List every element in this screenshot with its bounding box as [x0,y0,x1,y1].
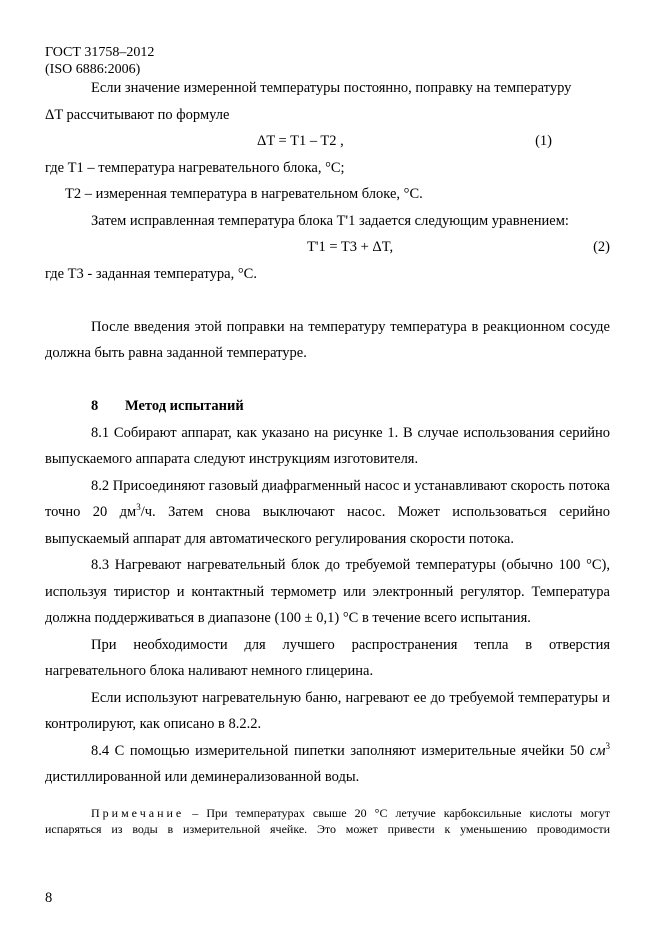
paragraph-correction-formula-intro: ΔT рассчитывают по формуле [45,106,230,123]
paragraph-heating-bath: Если используют нагревательную баню, нагревают ее до требуемой температуры и контролируют, как описано в 8.2.2. [45,689,610,732]
note-label: Примечание [91,805,185,820]
paragraph-8-3: 8.3 Нагревают нагревательный блок до требуемой температуры (обычно 100 °C), используя тиристор и контактный термометр или электронный регулятор. Температура должна поддерживаться в диапазоне (100 ± 0,1) °C в течение всего испытания. [45,557,610,626]
paragraph-corrected-temperature: Затем исправленная температура блока T'1 задается следующим уравнением: [91,212,569,229]
note-text: – При температурах свыше 20 °C летучие карбоксильные кислоты могут испаряться из воды в измерительной ячейке. Это может привести к уменьшению проводимости [45,805,610,836]
paragraph-8-2-part1: 8.2 Присоединяют газовый диафрагменный насос и устанавливают скорость потока точно 20 дм [45,477,610,520]
paragraph-8-2-part2: /ч. Затем снова выключают насос. Может использоваться серийно выпускаемый аппарат для автоматического регулирования скорости потока. [45,504,610,547]
section-number: 8 [91,398,99,414]
formula-1-number: (1) [535,133,552,149]
paragraph-8-4-part2: дистиллированной или деминерализованной воды. [45,769,360,785]
section-title: Метод испытаний [125,398,244,414]
unit-cm: см [589,742,606,759]
document-header [45,44,154,78]
formula-1-expression: ΔT = T1 – T2 , [257,133,344,149]
document-body [45,75,610,837]
formula-2-expression: T'1 = T3 + ΔT, [307,239,394,255]
formula-1 [45,128,610,155]
paragraph-8-4 [45,738,610,791]
superscript-3: 3 [605,740,610,751]
definition-t1: где T1 – температура нагревательного блока, °C; [45,159,345,176]
paragraph-glycerin: При необходимости для лучшего распространения тепла в отверстия нагревательного блока наливают немного глицерина. [45,636,610,679]
formula-2 [45,234,610,261]
definition-t2: T2 – измеренная температура в нагревательном блоке, °C. [65,186,423,202]
section-heading [45,393,610,420]
paragraph-8-1: 8.1 Собирают аппарат, как указано на рисунке 1. В случае использования серийно выпускаемого аппарата следуют инструкциям изготовителя. [45,424,610,467]
paragraph-after-correction: После введения этой поправки на температуру температура в реакционном сосуде должна быть равна заданной температуре. [45,318,610,361]
note [45,805,610,837]
standard-iso-ref: (ISO 6886:2006) [45,62,141,77]
page-number: 8 [45,890,53,906]
paragraph-8-4-part1: 8.4 С помощью измерительной пипетки заполняют измерительные ячейки 50 [91,742,590,759]
paragraph-correction-intro: Если значение измеренной температуры постоянно, поправку на температуру [91,80,572,96]
definition-t3: где T3 - заданная температура, °C. [45,265,257,282]
formula-2-number: (2) [593,239,610,255]
paragraph-8-2 [45,473,610,553]
standard-code: ГОСТ 31758–2012 [45,45,155,60]
superscript-3: 3 [136,502,141,513]
